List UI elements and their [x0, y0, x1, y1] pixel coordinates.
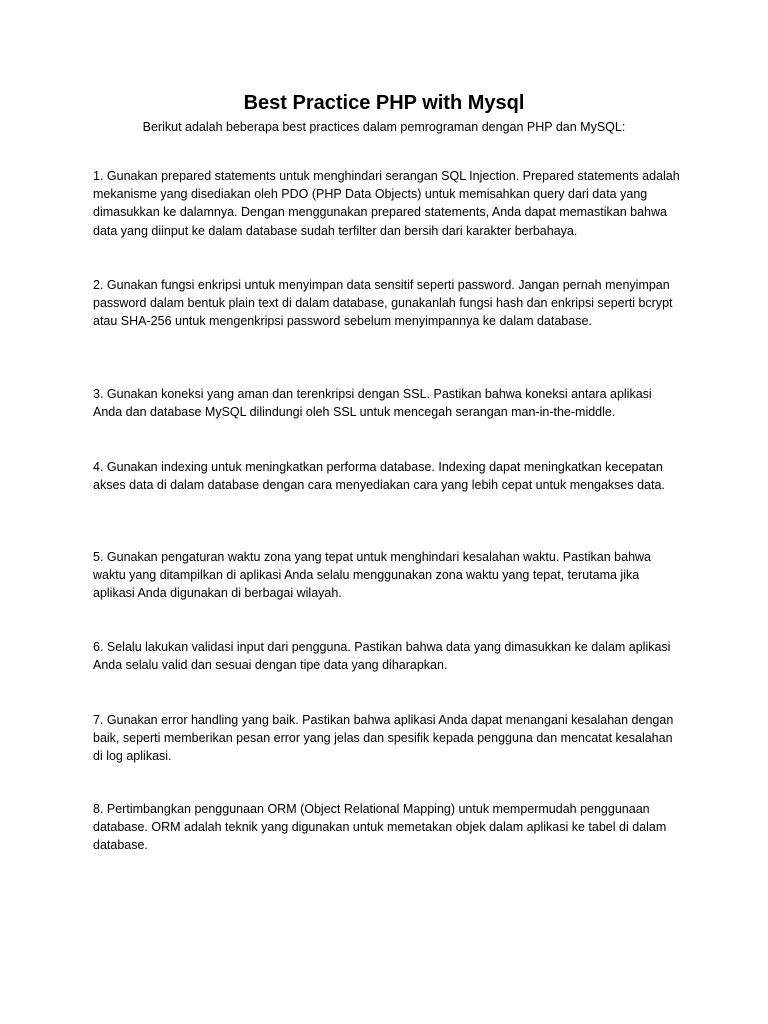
list-item: 5. Gunakan pengaturan waktu zona yang tepat untuk menghindari kesalahan waktu. Pastikan bahwa waktu yang ditampilkan di aplikasi Anda selalu menggunakan zona waktu yang tepat, terutama jika aplikasi Anda digunakan di berbagai wilayah.: [93, 550, 652, 601]
list-item: 8. Pertimbangkan penggunaan ORM (Object Relational Mapping) untuk mempermudah penggunaan database. ORM adalah teknik yang digunakan untuk memetakan objek dalam aplikasi ke tabel di dalam database.: [93, 802, 667, 853]
list-item: 1. Gunakan prepared statements untuk menghindari serangan SQL Injection. Prepared statements adalah mekanisme yang disediakan oleh PDO (PHP Data Objects) untuk memisahkan query dari data yang dimasukkan ke dalamnya. Dengan menggunakan prepared statements, Anda dapat memastikan bahwa data yang diinput ke dalam database sudah terfilter dan bersih dari karakter berbahaya.: [93, 169, 680, 238]
list-item: 6. Selalu lakukan validasi input dari pengguna. Pastikan bahwa data yang dimasukkan ke dalam aplikasi Anda selalu valid dan sesuai dengan tipe data yang diharapkan.: [93, 640, 671, 673]
document-subtitle: Berikut adalah beberapa best practices dalam pemrograman dengan PHP dan MySQL:: [142, 120, 626, 134]
list-item: 3. Gunakan koneksi yang aman dan terenkripsi dengan SSL. Pastikan bahwa koneksi antara aplikasi Anda dan database MySQL dilindungi oleh SSL untuk mencegah serangan man-in-the-middle.: [93, 387, 652, 420]
list-item: 7. Gunakan error handling yang baik. Pastikan bahwa aplikasi Anda dapat menangani kesalahan dengan baik, seperti memberikan pesan error yang jelas dan spesifik kepada pengguna dan mencatat kesalahan di log aplikasi.: [93, 713, 674, 764]
list-item: 2. Gunakan fungsi enkripsi untuk menyimpan data sensitif seperti password. Jangan pernah menyimpan password dalam bentuk plain text di dalam database, gunakanlah fungsi hash dan enkripsi seperti bcrypt atau SHA-256 untuk mengenkripsi password sebelum menyimpannya ke dalam database.: [93, 278, 673, 329]
document-title: Best Practice PHP with Mysql: [243, 92, 525, 114]
list-item: 4. Gunakan indexing untuk meningkatkan performa database. Indexing dapat meningkatkan kecepatan akses data di dalam database dengan cara menyediakan cara yang lebih cepat untuk mengakses data.: [93, 460, 665, 493]
